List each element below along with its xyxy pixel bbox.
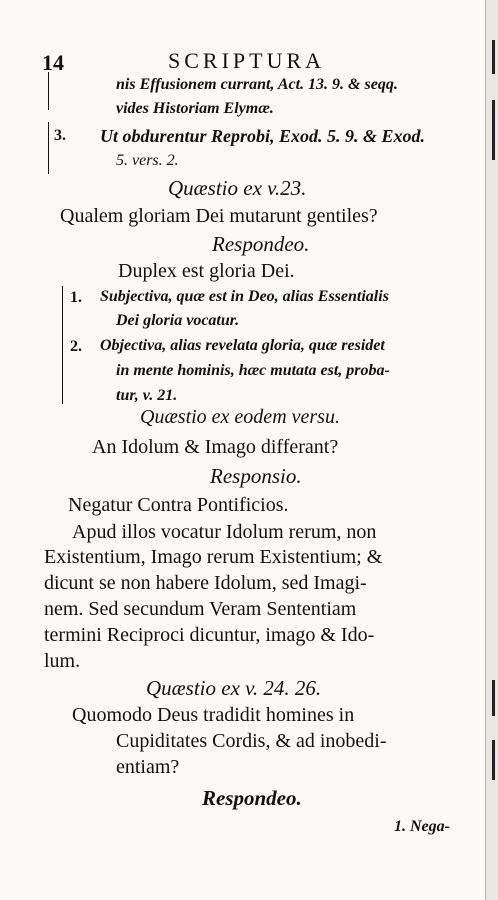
item-3-line-2: 5. vers. 2. [116,152,179,169]
question-1-duplex: Duplex est gloria Dei. [118,260,295,282]
question-3-respondeo: Respondeo. [202,786,302,810]
running-title: SCRIPTURA [168,48,326,73]
question-1-heading: Quæstio ex v.23. [168,176,307,200]
continued-line-1: nis Effusionem currant, Act. 13. 9. & seqq. [116,76,398,93]
question-1-respondeo: Respondeo. [212,232,310,256]
question-2-para-line-2: Apud illos vocatur Idolum rerum, non [72,521,377,543]
gloria-item-2-line-2: in mente hominis, hæc mutata est, proba- [116,362,390,379]
question-3-line-1: Quomodo Deus tradidit homines in [72,704,355,726]
question-3-line-3: entiam? [116,756,180,778]
gloria-item-1-number: 1. [70,289,82,306]
question-2-heading: Quæstio ex eodem versu. [140,406,340,428]
question-2-responsio: Responsio. [210,464,302,488]
gloria-item-1-line-1: Subjectiva, quæ est in Deo, alias Essentialis [100,288,389,305]
catchword: 1. Nega- [394,818,450,835]
brace-gloria-list [62,286,63,404]
question-2-para-line-1: Negatur Contra Pontificios. [68,494,289,516]
gloria-item-1-line-2: Dei gloria vocatur. [116,312,240,329]
continued-line-2: vides Historiam Elymæ. [116,100,274,117]
question-2-para-line-6: termini Reciproci dicuntur, imago & Ido- [44,624,375,646]
item-3-number: 3. [54,127,66,144]
question-1-text: Qualem gloriam Dei mutarunt gentiles? [60,205,378,227]
question-2-para-line-3: Existentium, Imago rerum Existentium; & [44,546,383,568]
brace-opening [48,72,49,110]
adjacent-page-edge [485,0,498,900]
question-2-para-line-7: lum. [44,650,81,672]
question-3-line-2: Cupiditates Cordis, & ad inobedi- [116,730,387,752]
gloria-item-2-line-1: Objectiva, alias revelata gloria, quæ residet [100,337,385,354]
question-2-para-line-5: nem. Sed secundum Veram Sententiam [44,598,357,620]
page-number: 14 [42,50,64,75]
item-3-line-1: Ut obdurentur Reprobi, Exod. 5. 9. & Exod. [100,126,426,146]
question-2-para-line-4: dicunt se non habere Idolum, sed Imagi- [44,572,367,594]
brace-item-3 [48,122,49,174]
gloria-item-2-number: 2. [70,338,82,355]
question-2-text: An Idolum & Imago differant? [92,436,339,458]
gloria-item-2-line-3: tur, v. 21. [116,387,178,404]
question-3-heading: Quæstio ex v. 24. 26. [146,676,322,700]
